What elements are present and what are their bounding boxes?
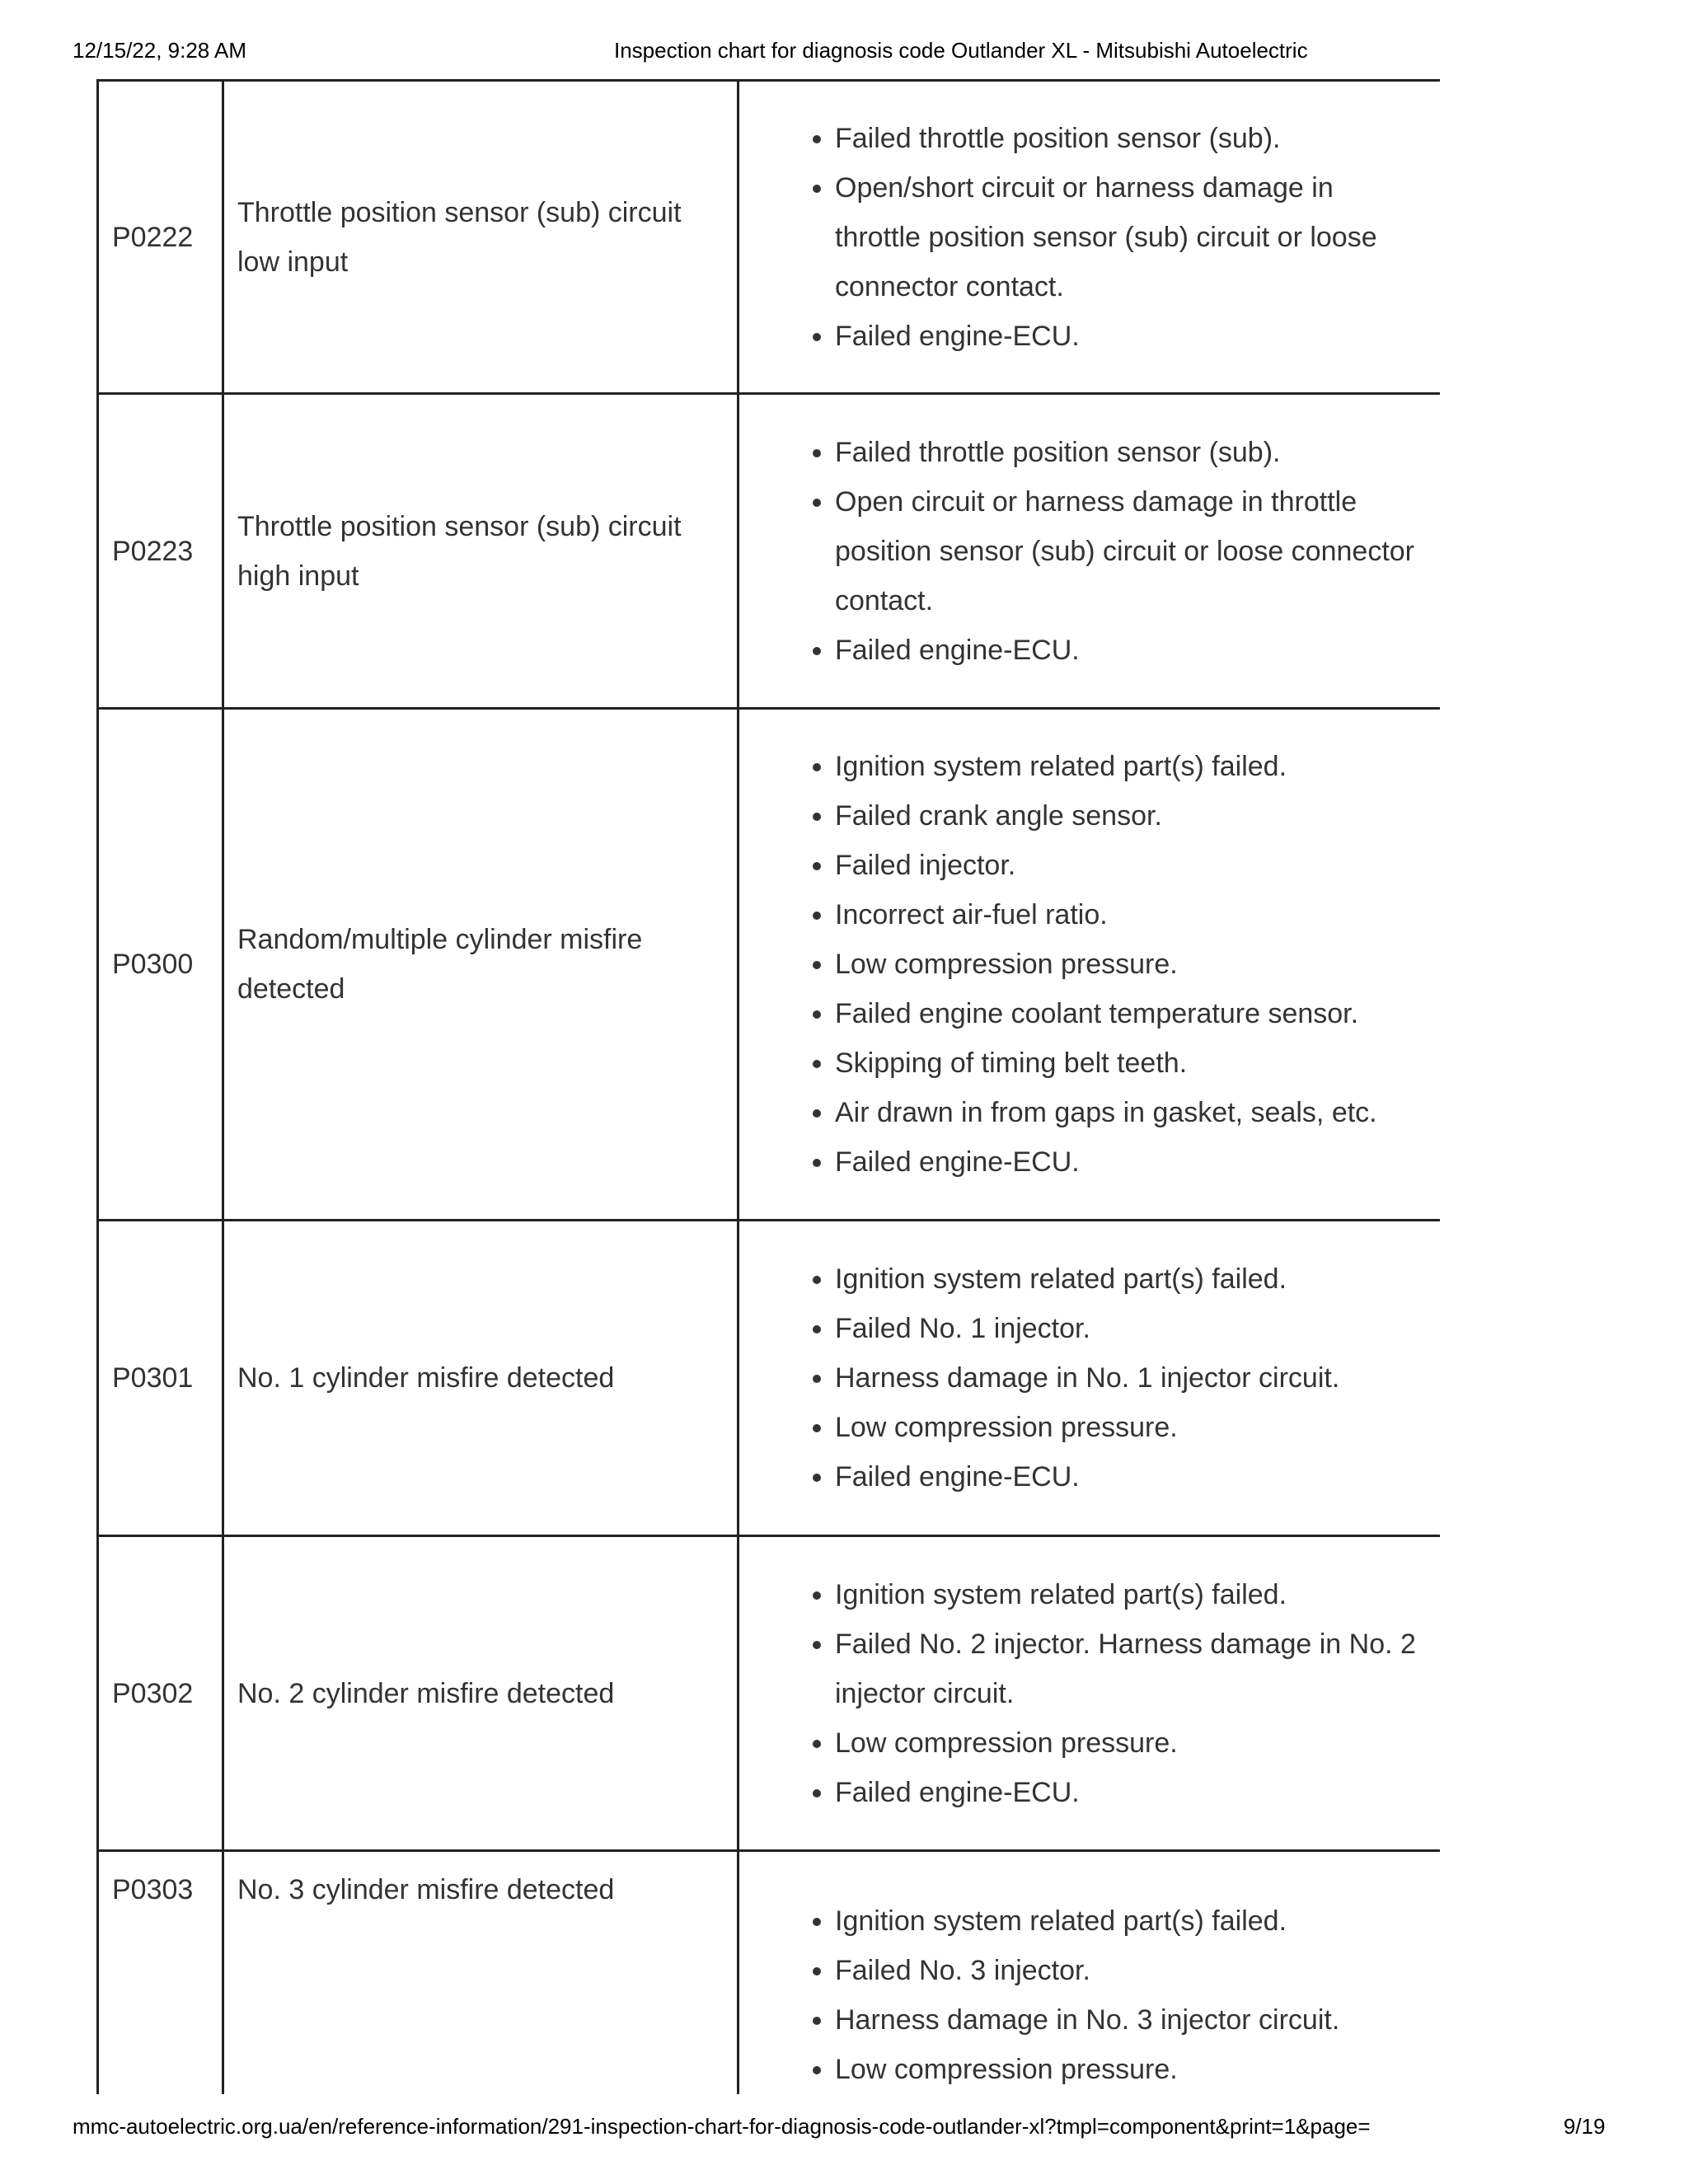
cause-list xyxy=(753,1254,1427,1502)
list-item: • Failed engine-ECU. xyxy=(835,1452,1427,1502)
cause-list xyxy=(753,114,1427,361)
diagnosis-code: P0302 xyxy=(98,1536,223,1851)
diagnosis-description: No. 2 cylinder misfire detected xyxy=(223,1536,738,1851)
cause-list xyxy=(753,742,1427,1187)
diagnosis-code: P0222 xyxy=(98,81,223,394)
list-item: • Failed engine-ECU. xyxy=(835,1137,1427,1187)
probable-causes xyxy=(738,1536,1441,1851)
list-item: • Failed engine-ECU. xyxy=(835,312,1427,361)
list-item: • Ignition system related part(s) failed. xyxy=(835,1896,1427,1946)
diagnosis-description: Throttle position sensor (sub) circuit high input xyxy=(223,394,738,709)
list-item: • Failed engine coolant temperature sensor. xyxy=(835,989,1427,1038)
probable-causes xyxy=(738,1221,1441,1536)
list-item: • Low compression pressure. xyxy=(835,1403,1427,1452)
diagnosis-code: P0223 xyxy=(98,394,223,709)
probable-causes xyxy=(738,81,1441,394)
table-row xyxy=(98,709,1441,1221)
print-page-title: Inspection chart for diagnosis code Outlander XL - Mitsubishi Autoelectric xyxy=(614,38,1308,63)
list-item: • Harness damage in No. 1 injector circuit. xyxy=(835,1353,1427,1403)
list-item: • Incorrect air-fuel ratio. xyxy=(835,890,1427,940)
diagnosis-description: No. 1 cylinder misfire detected xyxy=(223,1221,738,1536)
page-number: 9/19 xyxy=(1564,2114,1606,2139)
table-row xyxy=(98,1536,1441,1851)
list-item: • Low compression pressure. xyxy=(835,2045,1427,2094)
list-item: • Skipping of timing belt teeth. xyxy=(835,1038,1427,1088)
list-item: • Low compression pressure. xyxy=(835,1718,1427,1768)
list-item: • Failed No. 1 injector. xyxy=(835,1304,1427,1353)
list-item: • Failed engine-ECU. xyxy=(835,1768,1427,1817)
list-item: • Air drawn in from gaps in gasket, seals, etc. xyxy=(835,1088,1427,1137)
list-item: • Open/short circuit or harness damage in throttle position sensor (sub) circuit or loose connector contact. xyxy=(835,163,1427,312)
print-header xyxy=(0,38,1688,71)
list-item: • Failed No. 2 injector. Harness damage in No. 2 injector circuit. xyxy=(835,1619,1427,1718)
list-item: • Ignition system related part(s) failed. xyxy=(835,742,1427,791)
inspection-chart-table xyxy=(96,79,1440,2094)
list-item: • Open circuit or harness damage in throttle position sensor (sub) circuit or loose connector contact. xyxy=(835,477,1427,626)
table-row xyxy=(98,1851,1441,2095)
diagnosis-description: No. 3 cylinder misfire detected xyxy=(223,1851,738,2095)
diagnosis-code: P0301 xyxy=(98,1221,223,1536)
table-row xyxy=(98,394,1441,709)
diagnosis-description: Random/multiple cylinder misfire detected xyxy=(223,709,738,1221)
probable-causes xyxy=(738,1851,1441,2095)
table-row xyxy=(98,81,1441,394)
list-item: • Failed injector. xyxy=(835,841,1427,890)
diagnosis-description: Throttle position sensor (sub) circuit low input xyxy=(223,81,738,394)
table-row xyxy=(98,1221,1441,1536)
diagnosis-code: P0300 xyxy=(98,709,223,1221)
list-item: • Ignition system related part(s) failed. xyxy=(835,1254,1427,1304)
cause-list xyxy=(753,428,1427,675)
list-item: • Failed No. 3 injector. xyxy=(835,1946,1427,1995)
list-item: • Failed engine-ECU. xyxy=(835,626,1427,675)
inspection-chart-table-wrapper xyxy=(96,79,1440,2094)
cause-list xyxy=(753,1570,1427,1817)
print-datetime: 12/15/22, 9:28 AM xyxy=(73,38,247,63)
list-item: • Harness damage in No. 3 injector circuit. xyxy=(835,1995,1427,2045)
list-item: • Ignition system related part(s) failed. xyxy=(835,1570,1427,1619)
list-item: • Failed crank angle sensor. xyxy=(835,791,1427,841)
list-item: • Failed throttle position sensor (sub). xyxy=(835,114,1427,163)
probable-causes xyxy=(738,709,1441,1221)
diagnosis-code: P0303 xyxy=(98,1851,223,2095)
cause-list xyxy=(753,1896,1427,2094)
list-item: • Failed throttle position sensor (sub). xyxy=(835,428,1427,477)
list-item: • Low compression pressure. xyxy=(835,940,1427,989)
print-url: mmc-autoelectric.org.ua/en/reference-information/291-inspection-chart-for-diagnosis-code-outlander-xl?tmpl=component&print=1&page= xyxy=(73,2114,1371,2139)
probable-causes xyxy=(738,394,1441,709)
